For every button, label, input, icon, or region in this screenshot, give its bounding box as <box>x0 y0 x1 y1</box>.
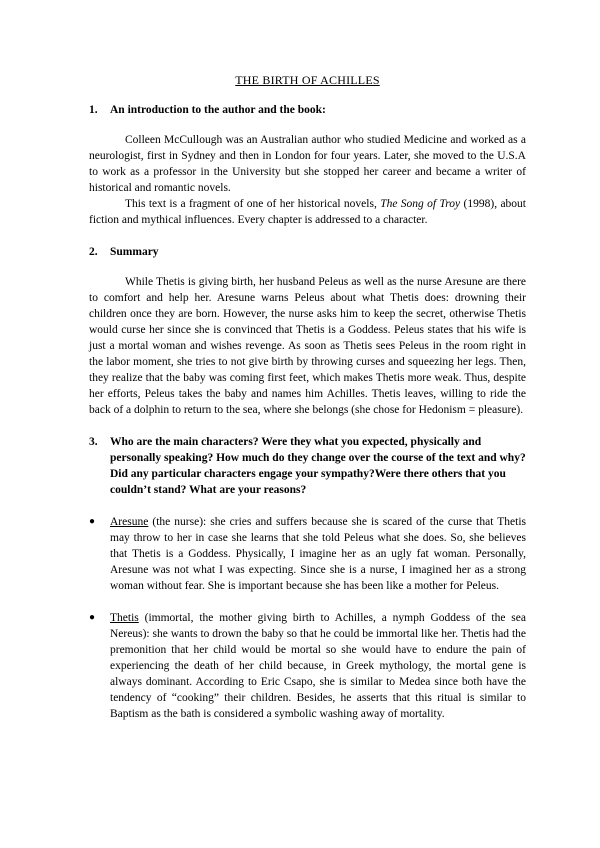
bullet-icon: ● <box>89 516 96 527</box>
character-name: Thetis <box>110 612 139 624</box>
list-gap <box>89 594 526 610</box>
bullet-icon: ● <box>89 612 96 623</box>
section-3-heading <box>89 434 526 498</box>
paragraph-2-post: (1998), about fiction and mythical influences. Every chapter is addressed to a character. <box>89 198 526 226</box>
character-list <box>89 514 526 722</box>
section-3-number: 3. <box>89 436 98 448</box>
character-description <box>110 514 526 594</box>
book-title: The Song of Troy <box>380 198 461 210</box>
character-name: Aresune <box>110 516 149 528</box>
section-3-title: Who are the main characters? Were they what you expected, physically and personally speaking? How much do they change over the course of the text and why? Did any particular characters engage your sympathy?Were there others that you couldn’t stand? What are your reasons? <box>110 436 526 496</box>
list-item <box>89 610 526 722</box>
section-1-number: 1. <box>89 104 98 116</box>
document-title: THE BIRTH OF ACHILLES <box>235 73 380 87</box>
character-text: (the nurse): she cries and suffers because she is scared of the curse that Thetis may throw to her in case she learns that she told Peleus what she does. So, she believes that Thetis is a Goddess. Physically, I imagine her as an ugly fat woman. Personally, Aresune was not what I was expecting. Since she is a nurse, I imagined her as a strong woman without fear. She is important because she has been like a mother for Peleus. <box>110 516 526 592</box>
section-2-number: 2. <box>89 246 98 258</box>
section-1-paragraph-2 <box>89 196 526 228</box>
summary-paragraph: While Thetis is giving birth, her husband Peleus as well as the nurse Aresune are there to comfort and help her. Aresune warns Peleus about what Thetis does: drowning their children once they are born. However, the nurse asks him to keep the secret, otherwise Thetis would curse her since she is convinced that Thetis is a Goddess. Peleus states that his wife is just a mortal woman and wishes revenge. As soon as Thetis sees Peleus in the room right in the labor moment, she tries to not give birth by throwing curses and squeezing her legs. Then, they realize that the baby was coming first feet, which makes Thetis more weak. Thus, despite her efforts, Peleus takes the baby and names him Achilles. Thetis leaves, willing to ride the back of a dolphin to return to the sea, where she belongs (she chose for Hedonism = pleasure). <box>89 276 526 416</box>
section-1-title: An introduction to the author and the book: <box>110 104 326 116</box>
section-2-title: Summary <box>110 246 159 258</box>
section-1-heading <box>89 102 526 118</box>
section-1-paragraph-1: Colleen McCullough was an Australian author who studied Medicine and worked as a neurologist, first in Sydney and then in London for four years. Later, she moved to the U.S.A to work as a professor in the University but she stopped her career and became a writer of historical and romantic novels. <box>89 134 526 194</box>
list-item <box>89 514 526 594</box>
character-text: (immortal, the mother giving birth to Achilles, a nymph Goddess of the sea Nereus): she wants to drown the baby so that he could be immortal like her. Thetis had the premonition that her child would be mortal so she would have to endure the pain of experiencing the death of her child because, in Greek mythology, the mortal gene is always dominant. According to Eric Csapo, she is similar to Medea since both have the tendency of “cooking” their children. Besides, he asserts that this ritual is similar to Baptism as the bath is considered a symbolic washing away of mortality. <box>110 612 526 720</box>
paragraph-2-pre: This text is a fragment of one of her historical novels, <box>125 198 381 210</box>
character-description <box>110 610 526 722</box>
document-page <box>89 72 526 722</box>
section-2-heading <box>89 244 526 260</box>
